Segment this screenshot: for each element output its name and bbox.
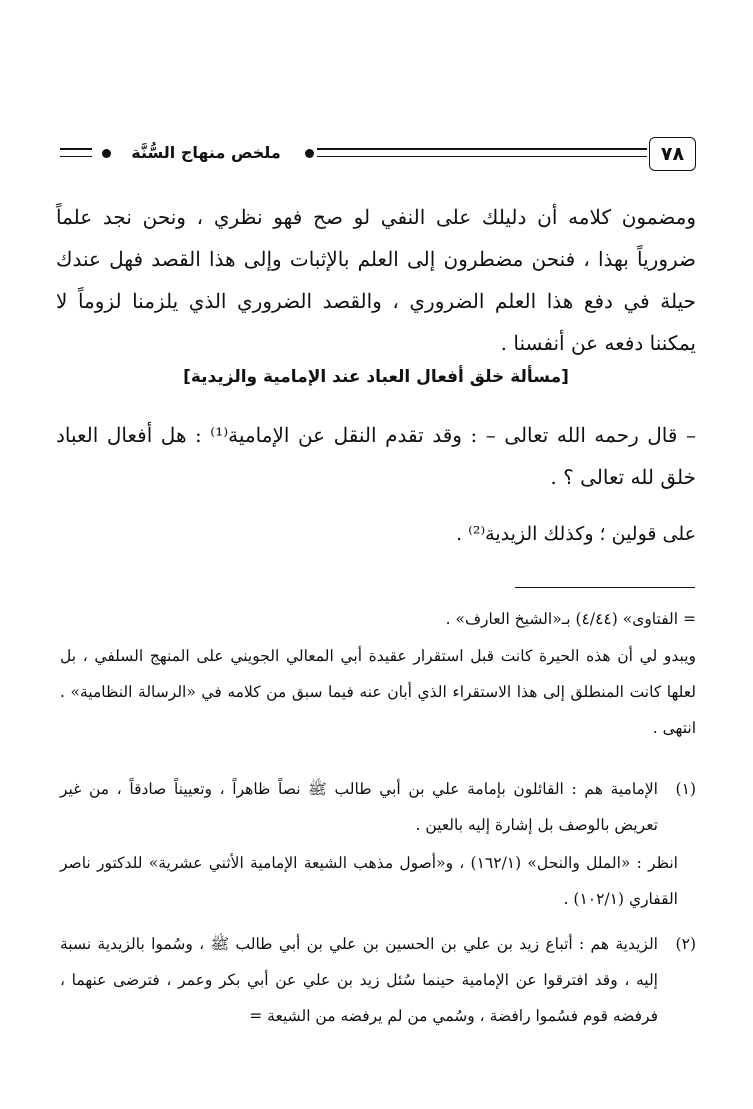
footnote-1-marker: (١) — [675, 780, 696, 798]
footnote-2-text: الزيدية هم : أتباع زيد بن علي بن الحسين بن علي بن أبي طالب ﷺ ، وسُموا بالزيدية نسبة إليه ، وقد افترقوا عن الإمامية حينما سُئل زيد بن علي عن أبي بكر وعمر ، فترضى عنهما ، فرفضه قوم فسُموا رافضة ، وسُمي من لم يرفضه من الشيعة = — [60, 935, 658, 1025]
running-title: ملخص منهاج السُّنَّة — [131, 143, 281, 162]
page-number: ٧٨ — [649, 137, 696, 171]
footnote-continuation-line: = الفتاوى» (٤/٤٤) بـ«الشيخ العارف» . — [445, 610, 696, 628]
footnote-1-reference: انظر : «الملل والنحل» (١٦٢/١) ، و«أصول مذهب الشيعة الإمامية الأثني عشرية» للدكتور ناصر القفاري (١٠٢/١) . — [60, 854, 678, 908]
footnote-1-text: الإمامية هم : القائلون بإمامة علي بن أبي طالب ﷺ نصاً ظاهراً ، وتعييناً صادقاً ، من غير تعريض بالوصف بل إشارة إليه بالعين . — [60, 780, 658, 834]
header-rule-lower — [317, 156, 647, 157]
footnote-2-marker: (٢) — [675, 935, 696, 953]
header-rule-upper — [317, 148, 647, 150]
header-rule-left-lower — [60, 156, 92, 157]
header-bullet-left-icon — [102, 149, 111, 158]
header-rule-left-upper — [60, 148, 92, 150]
section-heading: [مسألة خلق أفعال العباد عند الإمامية والزيدية] — [183, 367, 569, 387]
body-paragraph-1: ومضمون كلامه أن دليلك على النفي لو صح فهو نظري ، ونحن نجد علماً ضرورياً بهذا ، فنحن مضطرون إلى العلم بالإثبات وإلى هذا القصد فهل عندك حيلة في دفع هذا العلم الضروري ، والقصد الضروري الذي يلزمنا لزوماً لا يمكننا دفعه عن أنفسنا . — [56, 205, 696, 355]
body-paragraph-3: على قولين ؛ وكذلك الزيدية⁽²⁾ . — [456, 523, 696, 545]
footnote-continuation-paragraph: ويبدو لي أن هذه الحيرة كانت قبل استقرار عقيدة أبي المعالي الجويني على المنهج السلفي ، بل لعلها كانت المنطلق إلى هذا الاستقراء الذي أبان عنه فيما سبق من كلامه في «الرسالة النظامية» . انتهى . — [60, 647, 696, 737]
body-paragraph-2: – قال رحمه الله تعالى – : وقد تقدم النقل عن الإمامية⁽¹⁾ : هل أفعال العباد خلق لله تعالى ؟ . — [56, 423, 696, 489]
footnote-separator — [515, 587, 695, 588]
